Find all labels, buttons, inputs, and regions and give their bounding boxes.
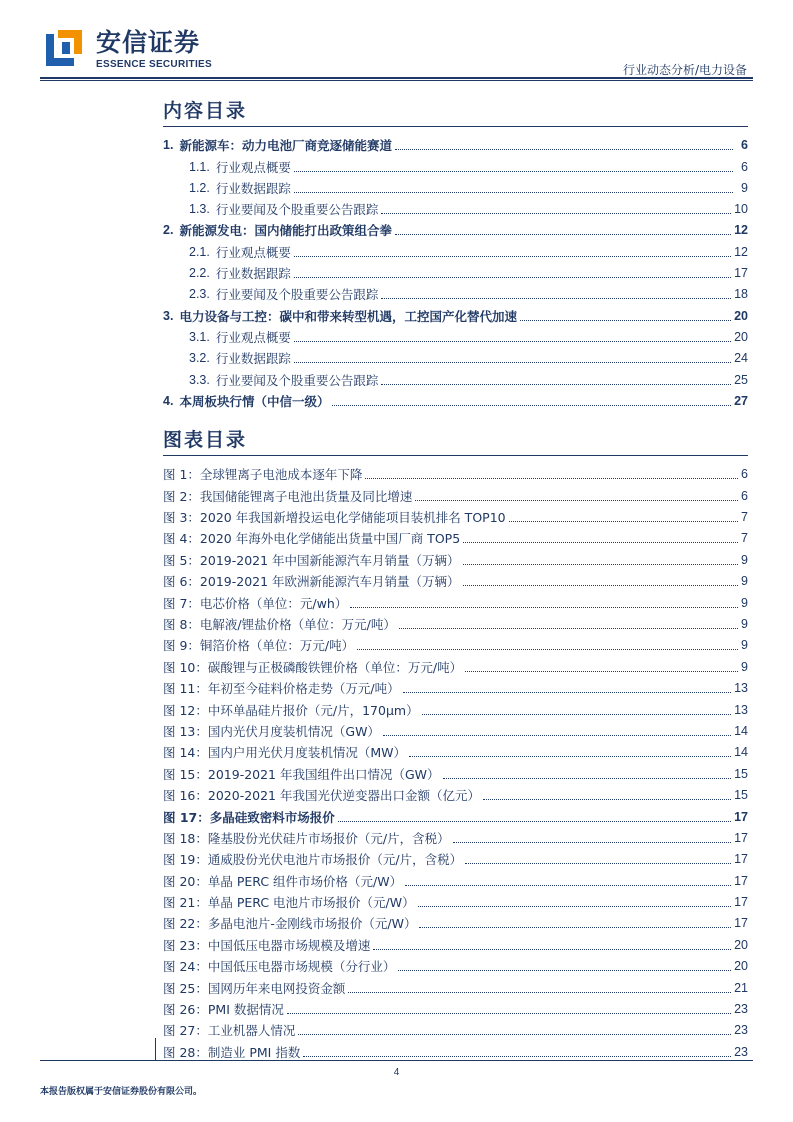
toc-entry-label: 电力设备与工控：碳中和带来转型机遇，工控国产化替代加速	[179, 308, 517, 324]
figure-entry-label: 图 21：单晶 PERC 电池片市场报价（元/W）	[163, 895, 415, 911]
figure-entry-label: 图 9：铜箔价格（单位：万元/吨）	[163, 638, 355, 654]
toc-entry[interactable]	[163, 366, 748, 387]
figure-entry-page: 20	[734, 959, 748, 974]
figure-entry-page: 6	[741, 467, 748, 482]
toc-entry-number: 1.3.	[189, 202, 210, 217]
figure-entry[interactable]	[163, 632, 748, 653]
toc-entry[interactable]	[163, 388, 748, 409]
figure-entry-page: 23	[734, 1002, 748, 1017]
figure-entry-page: 9	[741, 552, 748, 567]
dot-leader	[395, 234, 731, 235]
company-name-cn: 安信证券	[96, 28, 201, 57]
figure-entry-page: 13	[734, 681, 748, 696]
figure-entry-label: 图 23：中国低压电器市场规模及增速	[163, 937, 371, 953]
figure-entry-page: 21	[734, 980, 748, 995]
figure-entry-label: 图 17：多晶硅致密料市场报价	[163, 809, 335, 825]
dot-leader	[332, 405, 731, 406]
figure-entry-label: 图 20：单晶 PERC 组件市场价格（元/W）	[163, 873, 403, 889]
toc-entry[interactable]	[163, 132, 748, 153]
dot-leader	[365, 478, 738, 479]
figure-entry-label: 图 16：2020-2021 年我国光伏逆变器出口金额（亿元）	[163, 788, 480, 804]
toc-entry-page: 20	[734, 308, 748, 323]
dot-leader	[463, 564, 739, 565]
dot-leader	[453, 842, 732, 843]
toc-entry-label: 行业数据跟踪	[215, 351, 291, 367]
figure-entry[interactable]	[163, 953, 748, 974]
figure-entry-label: 图 8：电解液/锂盐价格（单位：万元/吨）	[163, 616, 396, 632]
toc-entry-page: 18	[734, 287, 748, 302]
dot-leader	[350, 607, 738, 608]
figure-entry[interactable]	[163, 1038, 748, 1059]
figure-entry[interactable]	[163, 482, 748, 503]
dot-leader	[294, 277, 731, 278]
figure-entry-label: 图 15：2019-2021 年我国组件出口情况（GW）	[163, 766, 440, 782]
header-rule	[40, 77, 753, 79]
toc-entry-page: 6	[741, 159, 748, 174]
toc-entry[interactable]	[163, 345, 748, 366]
figure-entry-page: 15	[734, 788, 748, 803]
toc-list	[163, 132, 748, 409]
dot-leader	[383, 735, 731, 736]
figure-entry[interactable]	[163, 782, 748, 803]
header-rule-thin	[40, 80, 753, 81]
dot-leader	[294, 192, 733, 193]
figure-entry-label: 图 1：全球锂离子电池成本逐年下降	[163, 467, 363, 483]
figure-entry-label: 图 6：2019-2021 年欧洲新能源汽车月销量（万辆）	[163, 574, 460, 590]
figure-entry-label: 图 18：隆基股份光伏硅片市场报价（元/片，含税）	[163, 830, 450, 846]
dot-leader	[509, 521, 738, 522]
figure-entry-page: 17	[734, 895, 748, 910]
figure-entry[interactable]	[163, 996, 748, 1017]
figures-list	[163, 461, 748, 1060]
dot-leader	[381, 384, 731, 385]
contents-area	[163, 98, 748, 1060]
toc-entry-page: 25	[734, 372, 748, 387]
toc-entry[interactable]	[163, 196, 748, 217]
toc-entry[interactable]	[163, 153, 748, 174]
dot-leader	[463, 585, 739, 586]
dot-leader	[381, 298, 731, 299]
dot-leader	[294, 256, 731, 257]
dot-leader	[422, 714, 732, 715]
figure-entry-page: 17	[734, 916, 748, 931]
toc-entry-label: 行业观点概要	[215, 159, 291, 175]
page-header	[0, 0, 793, 80]
figure-entry[interactable]	[163, 653, 748, 674]
toc-entry-page: 20	[734, 329, 748, 344]
figure-entry-page: 9	[741, 638, 748, 653]
figure-entry-label: 图 5：2019-2021 年中国新能源汽车月销量（万辆）	[163, 552, 460, 568]
figure-entry[interactable]	[163, 974, 748, 995]
toc-entry[interactable]	[163, 324, 748, 345]
figure-entry-label: 图 22：多晶电池片-金刚线市场报价（元/W）	[163, 916, 417, 932]
toc-entry-page: 24	[734, 351, 748, 366]
toc-entry-label: 行业数据跟踪	[215, 180, 291, 196]
dot-leader	[465, 863, 731, 864]
dot-leader	[398, 970, 731, 971]
figure-entry-page: 23	[734, 1023, 748, 1038]
figure-entry[interactable]	[163, 931, 748, 952]
figure-entry-label: 图 12：中环单晶硅片报价（元/片，170μm）	[163, 702, 419, 718]
figure-entry[interactable]	[163, 546, 748, 567]
dot-leader	[419, 927, 731, 928]
breadcrumb: 行业动态分析/电力设备	[622, 63, 747, 77]
toc-entry-page: 17	[734, 266, 748, 281]
figure-entry-page: 7	[741, 510, 748, 525]
figure-entry-page: 20	[734, 937, 748, 952]
figure-entry-label: 图 4：2020 年海外电化学储能出货量中国厂商 TOP5	[163, 531, 461, 547]
figure-entry[interactable]	[163, 718, 748, 739]
toc-entry-number: 3.1.	[189, 329, 210, 344]
figure-entry-page: 14	[734, 723, 748, 738]
figure-entry[interactable]	[163, 760, 748, 781]
dot-leader	[357, 649, 738, 650]
figure-entry[interactable]	[163, 889, 748, 910]
figure-entry[interactable]	[163, 504, 748, 525]
essence-logo-icon	[44, 28, 84, 68]
dot-leader	[405, 885, 731, 886]
dot-leader	[373, 949, 731, 950]
figure-entry-page: 13	[734, 702, 748, 717]
figure-entry[interactable]	[163, 675, 748, 696]
toc-entry[interactable]	[163, 217, 748, 238]
figure-entry[interactable]	[163, 525, 748, 546]
toc-entry-page: 12	[734, 244, 748, 259]
toc-entry-label: 新能源车：动力电池厂商竞逐储能赛道	[179, 138, 392, 154]
toc-entry-page: 27	[734, 393, 748, 408]
figure-entry[interactable]	[163, 825, 748, 846]
dot-leader	[403, 692, 732, 693]
figure-entry-label: 图 14：国内户用光伏月度装机情况（MW）	[163, 745, 407, 761]
toc-entry-page: 6	[741, 138, 748, 153]
figure-entry-label: 图 25：国网历年来电网投资金额	[163, 980, 346, 996]
figure-entry[interactable]	[163, 461, 748, 482]
toc-entry-label: 行业要闻及个股重要公告跟踪	[215, 372, 379, 388]
toc-entry-number: 1.	[163, 138, 174, 153]
figure-entry-label: 图 7：电芯价格（单位：元/wh）	[163, 595, 348, 611]
figure-entry-page: 17	[734, 830, 748, 845]
figure-entry-label: 图 10：碳酸锂与正极磷酸铁锂价格（单位：万元/吨）	[163, 659, 463, 675]
toc-entry-label: 行业要闻及个股重要公告跟踪	[215, 287, 379, 303]
footer-rule	[40, 1060, 753, 1061]
toc-entry-number: 2.	[163, 223, 174, 238]
toc-entry-number: 3.3.	[189, 372, 210, 387]
toc-entry-number: 2.1.	[189, 244, 210, 259]
toc-entry-number: 1.2.	[189, 180, 210, 195]
dot-leader	[520, 320, 731, 321]
figure-entry-page: 15	[734, 766, 748, 781]
figure-entry-page: 17	[734, 809, 748, 824]
toc-entry-number: 3.	[163, 308, 174, 323]
toc-entry-number: 1.1.	[189, 159, 210, 174]
toc-entry-label: 行业观点概要	[215, 244, 291, 260]
dot-leader	[409, 756, 731, 757]
dot-leader	[443, 778, 732, 779]
page-number: 4	[393, 1067, 400, 1078]
figure-entry[interactable]	[163, 696, 748, 717]
figure-entry-label: 图 26：PMI 数据情况	[163, 1002, 284, 1018]
toc-entry-page: 10	[734, 202, 748, 217]
dot-leader	[395, 149, 733, 150]
figure-entry[interactable]	[163, 846, 748, 867]
dot-leader	[287, 1013, 731, 1014]
dot-leader	[294, 341, 731, 342]
figure-entry-page: 17	[734, 852, 748, 867]
toc-entry-number: 3.2.	[189, 351, 210, 366]
toc-entry-label: 新能源发电：国内储能打出政策组合拳	[179, 223, 392, 239]
figures-title: 图表目录	[163, 427, 748, 456]
dot-leader	[294, 171, 733, 172]
figure-entry-page: 9	[741, 616, 748, 631]
dot-leader	[348, 992, 731, 993]
dot-leader	[294, 362, 731, 363]
dot-leader	[381, 213, 731, 214]
figure-entry-page: 9	[741, 595, 748, 610]
figure-entry-page: 14	[734, 745, 748, 760]
toc-entry[interactable]	[163, 281, 748, 302]
figure-entry-page: 6	[741, 488, 748, 503]
figure-entry-page: 17	[734, 873, 748, 888]
toc-entry-label: 行业要闻及个股重要公告跟踪	[215, 202, 379, 218]
figure-entry-label: 图 11：年初至今硅料价格走势（万元/吨）	[163, 681, 400, 697]
company-name-en: ESSENCE SECURITIES	[96, 59, 212, 70]
figure-entry-label: 图 27：工业机器人情况	[163, 1023, 296, 1039]
figure-entry[interactable]	[163, 568, 748, 589]
toc-entry-label: 本周板块行情（中信一级）	[179, 393, 330, 409]
figure-entry[interactable]	[163, 1017, 748, 1038]
figure-entry[interactable]	[163, 867, 748, 888]
toc-entry[interactable]	[163, 302, 748, 323]
dot-leader	[338, 821, 731, 822]
figure-entry[interactable]	[163, 611, 748, 632]
toc-entry[interactable]	[163, 238, 748, 259]
dot-leader	[465, 671, 738, 672]
toc-entry-label: 行业观点概要	[215, 329, 291, 345]
figure-entry-page: 9	[741, 574, 748, 589]
toc-entry[interactable]	[163, 260, 748, 281]
figure-entry-label: 图 28：制造业 PMI 指数	[163, 1044, 301, 1060]
toc-entry-label: 行业数据跟踪	[215, 266, 291, 282]
toc-entry-number: 4.	[163, 393, 174, 408]
dot-leader	[463, 542, 738, 543]
figure-entry-label: 图 13：国内光伏月度装机情况（GW）	[163, 723, 380, 739]
dot-leader	[303, 1056, 731, 1057]
figure-entry-label: 图 24：中国低压电器市场规模（分行业）	[163, 959, 396, 975]
dot-leader	[298, 1034, 731, 1035]
toc-entry[interactable]	[163, 175, 748, 196]
figure-entry[interactable]	[163, 803, 748, 824]
figure-entry-label: 图 2：我国储能锂离子电池出货量及同比增速	[163, 488, 413, 504]
dot-leader	[418, 906, 731, 907]
dot-leader	[415, 500, 738, 501]
toc-entry-number: 2.3.	[189, 287, 210, 302]
dot-leader	[483, 799, 731, 800]
copyright-notice: 本报告版权属于安信证券股份有限公司。	[40, 1087, 203, 1097]
toc-entry-page: 9	[741, 180, 748, 195]
figure-entry[interactable]	[163, 739, 748, 760]
figure-entry[interactable]	[163, 910, 748, 931]
toc-entry-number: 2.2.	[189, 266, 210, 281]
dot-leader	[399, 628, 738, 629]
figure-entry-page: 23	[734, 1044, 748, 1059]
figure-entry-label: 图 3：2020 年我国新增投运电化学储能项目装机排名 TOP10	[163, 510, 506, 526]
toc-entry-page: 12	[734, 223, 748, 238]
figure-entry-page: 7	[741, 531, 748, 546]
toc-title: 内容目录	[163, 98, 748, 127]
figure-entry-label: 图 19：通威股份光伏电池片市场报价（元/片，含税）	[163, 852, 463, 868]
figure-entry-page: 9	[741, 659, 748, 674]
footer-divider-vertical	[155, 1038, 156, 1060]
figure-entry[interactable]	[163, 589, 748, 610]
